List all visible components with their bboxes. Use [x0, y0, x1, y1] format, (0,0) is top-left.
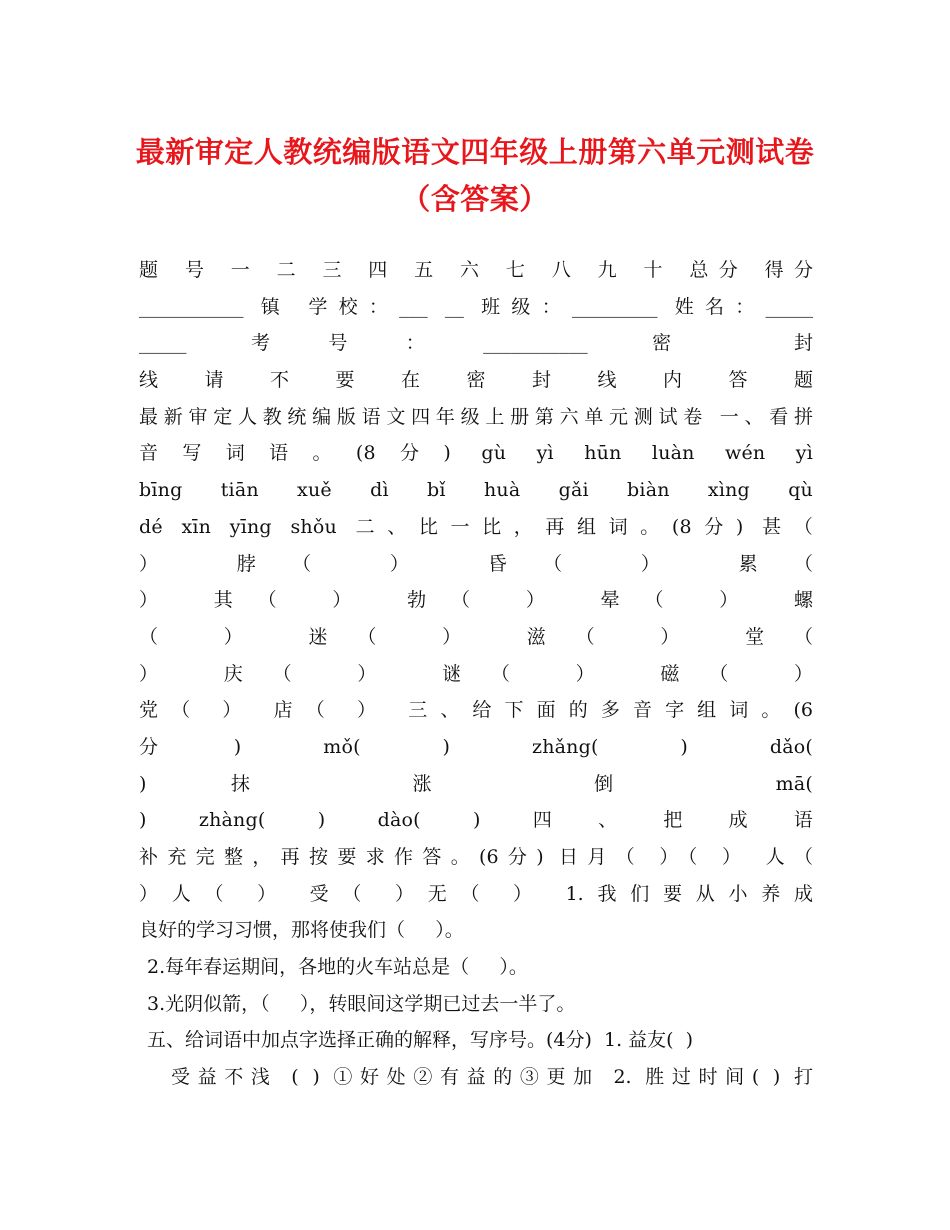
exam-number-line: _____ 考号：___________ 密 封 — [139, 332, 813, 355]
body-line: 2.每年春运期间，各地的火车站总是（ ）。 — [147, 956, 528, 979]
body-line: ） 庆（ ） 谜（ ） 磁（ ） — [139, 662, 813, 685]
student-info-line: ___________ 镇 学校：___ __ 班级：_________ 姓名：_____ — [139, 295, 813, 318]
body-line: 最新审定人教统编版语文四年级上册第六单元测试卷 一、看拼 — [139, 405, 813, 428]
body-line: 分) mǒ( ) zhǎng( ) dǎo( — [139, 735, 813, 758]
body-line: dé xīn yīng shǒu 二、比一比，再组词。(8分) 甚（ — [139, 515, 813, 538]
document-body — [139, 252, 813, 1096]
body-line: 党（ ） 店（ ） 三、给下面的多音字组词。(6 — [139, 699, 813, 722]
document-subtitle: （含答案） — [401, 182, 549, 216]
document-title: 最新审定人教统编版语文四年级上册第六单元测试卷 — [135, 135, 815, 169]
body-line: ） 其（ ） 勃（ ） 晕（ ） 螺 — [139, 589, 813, 612]
body-line: 受益不浅 ( ) ①好处②有益的③更加 2. 胜过时间( ) 打 — [171, 1066, 813, 1089]
body-line: ） 脖（ ） 昏（ ） 累（ — [139, 552, 813, 575]
body-line: ) zhàng( ) dào( ) 四、把成语 — [139, 809, 813, 832]
score-table-header: 题 号 一 二 三 四 五 六 七 八 九 十 总分 得分 — [139, 259, 813, 281]
body-line: 3.光阴似箭，（ ），转眼间这学期已过去一半了。 — [147, 992, 576, 1015]
body-line: 音写词语。(8分) gù yì hūn luàn wén yì — [139, 442, 813, 465]
body-line: （ ） 迷（ ） 滋（ ） 堂（ — [139, 625, 813, 648]
body-line: 良好的学习习惯，那将使我们（ ）。 — [139, 919, 464, 942]
body-line: ）人（ ） 受（ ）无（ ） 1.我们要从小养成 — [139, 882, 813, 905]
body-line: 五、给词语中加点字选择正确的解释，写序号。(4分) 1. 益友( ) — [147, 1029, 694, 1052]
body-line: 补充完整，再按要求作答。(6分) 日月（ ）（ ） 人（ — [139, 846, 813, 868]
seal-line-notice: 线 请 不 要 在 密 封 线 内 答 题 — [139, 369, 813, 392]
body-line: ) 抹 涨 倒 mā( — [139, 772, 813, 795]
body-line: bīng tiān xuě dì bǐ huà gǎi biàn xìng qù — [139, 479, 813, 502]
